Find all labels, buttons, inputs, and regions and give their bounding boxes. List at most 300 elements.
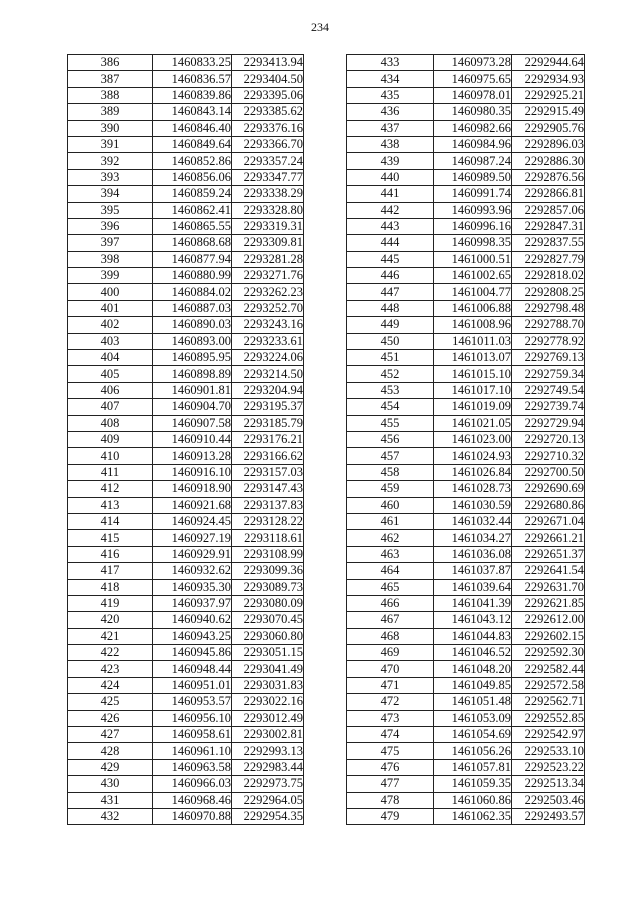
y-coordinate-cell: 2292503.46	[512, 792, 585, 808]
table-row	[347, 415, 585, 431]
table-row	[347, 546, 585, 562]
y-coordinate-cell: 2293051.15	[232, 645, 304, 661]
point-number-cell: 409	[68, 431, 153, 447]
point-number-cell: 396	[68, 218, 153, 234]
table-row	[347, 268, 585, 284]
point-number-cell: 466	[347, 595, 434, 611]
table-row	[347, 202, 585, 218]
point-number-cell: 415	[68, 530, 153, 546]
x-coordinate-cell: 1460865.55	[153, 218, 232, 234]
table-row	[347, 317, 585, 333]
point-number-cell: 431	[68, 792, 153, 808]
x-coordinate-cell: 1460910.44	[153, 431, 232, 447]
point-number-cell: 425	[68, 694, 153, 710]
x-coordinate-cell: 1460839.86	[153, 87, 232, 103]
y-coordinate-cell: 2292729.94	[512, 415, 585, 431]
table-row	[68, 382, 304, 398]
x-coordinate-cell: 1460927.19	[153, 530, 232, 546]
table-row	[68, 431, 304, 447]
table-row	[347, 677, 585, 693]
y-coordinate-cell: 2293137.83	[232, 497, 304, 513]
point-number-cell: 446	[347, 268, 434, 284]
x-coordinate-cell: 1460951.01	[153, 677, 232, 693]
table-row	[68, 645, 304, 661]
table-row	[347, 530, 585, 546]
x-coordinate-cell: 1461002.65	[434, 268, 512, 284]
point-number-cell: 401	[68, 300, 153, 316]
table-row	[347, 792, 585, 808]
table-row	[347, 645, 585, 661]
point-number-cell: 473	[347, 710, 434, 726]
y-coordinate-cell: 2292621.85	[512, 595, 585, 611]
point-number-cell: 448	[347, 300, 434, 316]
x-coordinate-cell: 1460884.02	[153, 284, 232, 300]
table-row	[68, 317, 304, 333]
x-coordinate-cell: 1460943.25	[153, 628, 232, 644]
x-coordinate-cell: 1461059.35	[434, 776, 512, 792]
y-coordinate-cell: 2293080.09	[232, 595, 304, 611]
x-coordinate-cell: 1460935.30	[153, 579, 232, 595]
point-number-cell: 387	[68, 71, 153, 87]
point-number-cell: 451	[347, 350, 434, 366]
point-number-cell: 410	[68, 448, 153, 464]
table-row	[68, 661, 304, 677]
table-row	[68, 710, 304, 726]
y-coordinate-cell: 2292973.75	[232, 776, 304, 792]
point-number-cell: 457	[347, 448, 434, 464]
y-coordinate-cell: 2293128.22	[232, 513, 304, 529]
y-coordinate-cell: 2292857.06	[512, 202, 585, 218]
x-coordinate-cell: 1460929.91	[153, 546, 232, 562]
x-coordinate-cell: 1460973.28	[434, 55, 512, 71]
y-coordinate-cell: 2293118.61	[232, 530, 304, 546]
y-coordinate-cell: 2293376.16	[232, 120, 304, 136]
x-coordinate-cell: 1461026.84	[434, 464, 512, 480]
point-number-cell: 443	[347, 218, 434, 234]
table-row	[347, 481, 585, 497]
table-row	[347, 350, 585, 366]
x-coordinate-cell: 1461034.27	[434, 530, 512, 546]
y-coordinate-cell: 2293357.24	[232, 153, 304, 169]
table-row	[347, 300, 585, 316]
point-number-cell: 420	[68, 612, 153, 628]
x-coordinate-cell: 1460904.70	[153, 399, 232, 415]
x-coordinate-cell: 1460856.06	[153, 169, 232, 185]
point-number-cell: 459	[347, 481, 434, 497]
point-number-cell: 428	[68, 743, 153, 759]
x-coordinate-cell: 1461046.52	[434, 645, 512, 661]
point-number-cell: 465	[347, 579, 434, 595]
table-row	[68, 136, 304, 152]
table-row	[68, 694, 304, 710]
point-number-cell: 445	[347, 251, 434, 267]
x-coordinate-cell: 1460887.03	[153, 300, 232, 316]
x-coordinate-cell: 1460918.90	[153, 481, 232, 497]
x-coordinate-cell: 1461049.85	[434, 677, 512, 693]
x-coordinate-cell: 1460862.41	[153, 202, 232, 218]
x-coordinate-cell: 1460993.96	[434, 202, 512, 218]
table-row	[68, 350, 304, 366]
y-coordinate-cell: 2293366.70	[232, 136, 304, 152]
x-coordinate-cell: 1461054.69	[434, 727, 512, 743]
point-number-cell: 462	[347, 530, 434, 546]
y-coordinate-cell: 2292671.04	[512, 513, 585, 529]
point-number-cell: 472	[347, 694, 434, 710]
page-number: 234	[311, 20, 329, 34]
table-row	[347, 153, 585, 169]
point-number-cell: 477	[347, 776, 434, 792]
point-number-cell: 437	[347, 120, 434, 136]
x-coordinate-cell: 1461013.07	[434, 350, 512, 366]
x-coordinate-cell: 1461044.83	[434, 628, 512, 644]
x-coordinate-cell: 1461057.81	[434, 759, 512, 775]
y-coordinate-cell: 2292513.34	[512, 776, 585, 792]
table-row	[68, 186, 304, 202]
table-row	[68, 235, 304, 251]
y-coordinate-cell: 2293099.36	[232, 563, 304, 579]
point-number-cell: 442	[347, 202, 434, 218]
y-coordinate-cell: 2293262.23	[232, 284, 304, 300]
point-number-cell: 427	[68, 727, 153, 743]
table-row	[347, 55, 585, 71]
y-coordinate-cell: 2292690.69	[512, 481, 585, 497]
table-row	[347, 595, 585, 611]
x-coordinate-cell: 1460833.25	[153, 55, 232, 71]
table-row	[68, 448, 304, 464]
point-number-cell: 471	[347, 677, 434, 693]
point-number-cell: 450	[347, 333, 434, 349]
y-coordinate-cell: 2293089.73	[232, 579, 304, 595]
point-number-cell: 411	[68, 464, 153, 480]
x-coordinate-cell: 1460907.58	[153, 415, 232, 431]
y-coordinate-cell: 2292837.55	[512, 235, 585, 251]
table-row	[68, 251, 304, 267]
x-coordinate-cell: 1460970.88	[153, 808, 232, 824]
table-row	[347, 136, 585, 152]
point-number-cell: 406	[68, 382, 153, 398]
table-row	[347, 366, 585, 382]
table-row	[347, 661, 585, 677]
point-number-cell: 403	[68, 333, 153, 349]
x-coordinate-cell: 1460868.68	[153, 235, 232, 251]
x-coordinate-cell: 1460980.35	[434, 104, 512, 120]
table-row	[347, 382, 585, 398]
point-number-cell: 390	[68, 120, 153, 136]
table-row	[68, 169, 304, 185]
point-number-cell: 404	[68, 350, 153, 366]
y-coordinate-cell: 2292680.86	[512, 497, 585, 513]
table-row	[68, 546, 304, 562]
point-number-cell: 394	[68, 186, 153, 202]
y-coordinate-cell: 2293041.49	[232, 661, 304, 677]
x-coordinate-cell: 1460937.97	[153, 595, 232, 611]
table-row	[68, 366, 304, 382]
x-coordinate-cell: 1460975.65	[434, 71, 512, 87]
x-coordinate-cell: 1460921.68	[153, 497, 232, 513]
point-number-cell: 447	[347, 284, 434, 300]
table-row	[68, 55, 304, 71]
x-coordinate-cell: 1461028.73	[434, 481, 512, 497]
table-row	[347, 497, 585, 513]
x-coordinate-cell: 1460978.01	[434, 87, 512, 103]
table-row	[347, 759, 585, 775]
x-coordinate-cell: 1461015.10	[434, 366, 512, 382]
y-coordinate-cell: 2293404.50	[232, 71, 304, 87]
point-number-cell: 464	[347, 563, 434, 579]
point-number-cell: 389	[68, 104, 153, 120]
table-row	[68, 563, 304, 579]
point-number-cell: 426	[68, 710, 153, 726]
y-coordinate-cell: 2292934.93	[512, 71, 585, 87]
x-coordinate-cell: 1461019.09	[434, 399, 512, 415]
point-number-cell: 414	[68, 513, 153, 529]
x-coordinate-cell: 1460901.81	[153, 382, 232, 398]
y-coordinate-cell: 2292651.37	[512, 546, 585, 562]
table-row	[68, 497, 304, 513]
y-coordinate-cell: 2293002.81	[232, 727, 304, 743]
table-row	[68, 464, 304, 480]
table-row	[68, 104, 304, 120]
y-coordinate-cell: 2293338.29	[232, 186, 304, 202]
y-coordinate-cell: 2293214.50	[232, 366, 304, 382]
point-number-cell: 392	[68, 153, 153, 169]
table-row	[347, 333, 585, 349]
x-coordinate-cell: 1461021.05	[434, 415, 512, 431]
y-coordinate-cell: 2292983.44	[232, 759, 304, 775]
x-coordinate-cell: 1460966.03	[153, 776, 232, 792]
point-number-cell: 419	[68, 595, 153, 611]
y-coordinate-cell: 2292631.70	[512, 579, 585, 595]
x-coordinate-cell: 1461043.12	[434, 612, 512, 628]
table-row	[68, 579, 304, 595]
y-coordinate-cell: 2292818.02	[512, 268, 585, 284]
x-coordinate-cell: 1461062.35	[434, 808, 512, 824]
x-coordinate-cell: 1461030.59	[434, 497, 512, 513]
table-row	[347, 448, 585, 464]
y-coordinate-cell: 2292542.97	[512, 727, 585, 743]
table-row	[68, 530, 304, 546]
y-coordinate-cell: 2293224.06	[232, 350, 304, 366]
y-coordinate-cell: 2293185.79	[232, 415, 304, 431]
x-coordinate-cell: 1460916.10	[153, 464, 232, 480]
y-coordinate-cell: 2292739.74	[512, 399, 585, 415]
x-coordinate-cell: 1461024.93	[434, 448, 512, 464]
y-coordinate-cell: 2293413.94	[232, 55, 304, 71]
point-number-cell: 429	[68, 759, 153, 775]
y-coordinate-cell: 2293204.94	[232, 382, 304, 398]
table-row	[347, 579, 585, 595]
y-coordinate-cell: 2293012.49	[232, 710, 304, 726]
y-coordinate-cell: 2292759.34	[512, 366, 585, 382]
point-number-cell: 474	[347, 727, 434, 743]
table-row	[68, 153, 304, 169]
y-coordinate-cell: 2293328.80	[232, 202, 304, 218]
point-number-cell: 386	[68, 55, 153, 71]
table-row	[347, 776, 585, 792]
coordinate-table-right-body	[347, 55, 585, 825]
table-row	[68, 284, 304, 300]
coordinate-table-left-body	[68, 55, 304, 825]
table-row	[347, 87, 585, 103]
x-coordinate-cell: 1460852.86	[153, 153, 232, 169]
y-coordinate-cell: 2293233.61	[232, 333, 304, 349]
y-coordinate-cell: 2292493.57	[512, 808, 585, 824]
y-coordinate-cell: 2292661.21	[512, 530, 585, 546]
y-coordinate-cell: 2292827.79	[512, 251, 585, 267]
y-coordinate-cell: 2293252.70	[232, 300, 304, 316]
table-row	[68, 415, 304, 431]
x-coordinate-cell: 1460877.94	[153, 251, 232, 267]
y-coordinate-cell: 2292778.92	[512, 333, 585, 349]
x-coordinate-cell: 1460956.10	[153, 710, 232, 726]
table-row	[68, 759, 304, 775]
coordinate-table-left	[67, 54, 304, 825]
x-coordinate-cell: 1461060.86	[434, 792, 512, 808]
point-number-cell: 399	[68, 268, 153, 284]
table-row	[68, 120, 304, 136]
point-number-cell: 455	[347, 415, 434, 431]
table-row	[68, 268, 304, 284]
table-row	[68, 87, 304, 103]
point-number-cell: 402	[68, 317, 153, 333]
point-number-cell: 434	[347, 71, 434, 87]
table-row	[347, 513, 585, 529]
point-number-cell: 423	[68, 661, 153, 677]
point-number-cell: 468	[347, 628, 434, 644]
x-coordinate-cell: 1460836.57	[153, 71, 232, 87]
point-number-cell: 388	[68, 87, 153, 103]
x-coordinate-cell: 1460968.46	[153, 792, 232, 808]
table-row	[68, 481, 304, 497]
point-number-cell: 393	[68, 169, 153, 185]
x-coordinate-cell: 1460940.62	[153, 612, 232, 628]
point-number-cell: 441	[347, 186, 434, 202]
point-number-cell: 422	[68, 645, 153, 661]
point-number-cell: 432	[68, 808, 153, 824]
y-coordinate-cell: 2293271.76	[232, 268, 304, 284]
x-coordinate-cell: 1461053.09	[434, 710, 512, 726]
y-coordinate-cell: 2292552.85	[512, 710, 585, 726]
point-number-cell: 424	[68, 677, 153, 693]
x-coordinate-cell: 1460998.35	[434, 235, 512, 251]
x-coordinate-cell: 1460987.24	[434, 153, 512, 169]
y-coordinate-cell: 2293195.37	[232, 399, 304, 415]
y-coordinate-cell: 2292905.76	[512, 120, 585, 136]
table-row	[347, 743, 585, 759]
y-coordinate-cell: 2292562.71	[512, 694, 585, 710]
point-number-cell: 438	[347, 136, 434, 152]
point-number-cell: 421	[68, 628, 153, 644]
table-row	[68, 677, 304, 693]
x-coordinate-cell: 1460924.45	[153, 513, 232, 529]
point-number-cell: 436	[347, 104, 434, 120]
table-row	[347, 710, 585, 726]
x-coordinate-cell: 1461037.87	[434, 563, 512, 579]
table-row	[347, 169, 585, 185]
x-coordinate-cell: 1461036.08	[434, 546, 512, 562]
point-number-cell: 460	[347, 497, 434, 513]
table-row	[347, 186, 585, 202]
y-coordinate-cell: 2293070.45	[232, 612, 304, 628]
table-row	[68, 333, 304, 349]
point-number-cell: 475	[347, 743, 434, 759]
x-coordinate-cell: 1460849.64	[153, 136, 232, 152]
x-coordinate-cell: 1461011.03	[434, 333, 512, 349]
y-coordinate-cell: 2292944.64	[512, 55, 585, 71]
y-coordinate-cell: 2292866.81	[512, 186, 585, 202]
point-number-cell: 400	[68, 284, 153, 300]
y-coordinate-cell: 2293347.77	[232, 169, 304, 185]
y-coordinate-cell: 2293309.81	[232, 235, 304, 251]
point-number-cell: 440	[347, 169, 434, 185]
table-row	[347, 71, 585, 87]
point-number-cell: 463	[347, 546, 434, 562]
x-coordinate-cell: 1460846.40	[153, 120, 232, 136]
table-row	[68, 202, 304, 218]
y-coordinate-cell: 2292582.44	[512, 661, 585, 677]
point-number-cell: 391	[68, 136, 153, 152]
point-number-cell: 439	[347, 153, 434, 169]
point-number-cell: 478	[347, 792, 434, 808]
point-number-cell: 418	[68, 579, 153, 595]
y-coordinate-cell: 2292808.25	[512, 284, 585, 300]
x-coordinate-cell: 1461039.64	[434, 579, 512, 595]
x-coordinate-cell: 1460984.96	[434, 136, 512, 152]
point-number-cell: 417	[68, 563, 153, 579]
table-row	[68, 300, 304, 316]
point-number-cell: 416	[68, 546, 153, 562]
x-coordinate-cell: 1461056.26	[434, 743, 512, 759]
y-coordinate-cell: 2292592.30	[512, 645, 585, 661]
y-coordinate-cell: 2292993.13	[232, 743, 304, 759]
y-coordinate-cell: 2293176.21	[232, 431, 304, 447]
x-coordinate-cell: 1461051.48	[434, 694, 512, 710]
point-number-cell: 405	[68, 366, 153, 382]
point-number-cell: 397	[68, 235, 153, 251]
point-number-cell: 407	[68, 399, 153, 415]
y-coordinate-cell: 2293022.16	[232, 694, 304, 710]
table-row	[68, 399, 304, 415]
y-coordinate-cell: 2293281.28	[232, 251, 304, 267]
y-coordinate-cell: 2292886.30	[512, 153, 585, 169]
point-number-cell: 453	[347, 382, 434, 398]
y-coordinate-cell: 2292523.22	[512, 759, 585, 775]
table-row	[347, 808, 585, 824]
x-coordinate-cell: 1460963.58	[153, 759, 232, 775]
y-coordinate-cell: 2292876.56	[512, 169, 585, 185]
point-number-cell: 470	[347, 661, 434, 677]
x-coordinate-cell: 1461004.77	[434, 284, 512, 300]
x-coordinate-cell: 1461023.00	[434, 431, 512, 447]
y-coordinate-cell: 2292602.15	[512, 628, 585, 644]
point-number-cell: 398	[68, 251, 153, 267]
table-row	[347, 399, 585, 415]
point-number-cell: 458	[347, 464, 434, 480]
x-coordinate-cell: 1460859.24	[153, 186, 232, 202]
x-coordinate-cell: 1460895.95	[153, 350, 232, 366]
y-coordinate-cell: 2292954.35	[232, 808, 304, 824]
x-coordinate-cell: 1461000.51	[434, 251, 512, 267]
table-row	[347, 104, 585, 120]
x-coordinate-cell: 1460890.03	[153, 317, 232, 333]
point-number-cell: 412	[68, 481, 153, 497]
y-coordinate-cell: 2293319.31	[232, 218, 304, 234]
table-row	[68, 513, 304, 529]
point-number-cell: 395	[68, 202, 153, 218]
x-coordinate-cell: 1461008.96	[434, 317, 512, 333]
x-coordinate-cell: 1460996.16	[434, 218, 512, 234]
y-coordinate-cell: 2293395.06	[232, 87, 304, 103]
